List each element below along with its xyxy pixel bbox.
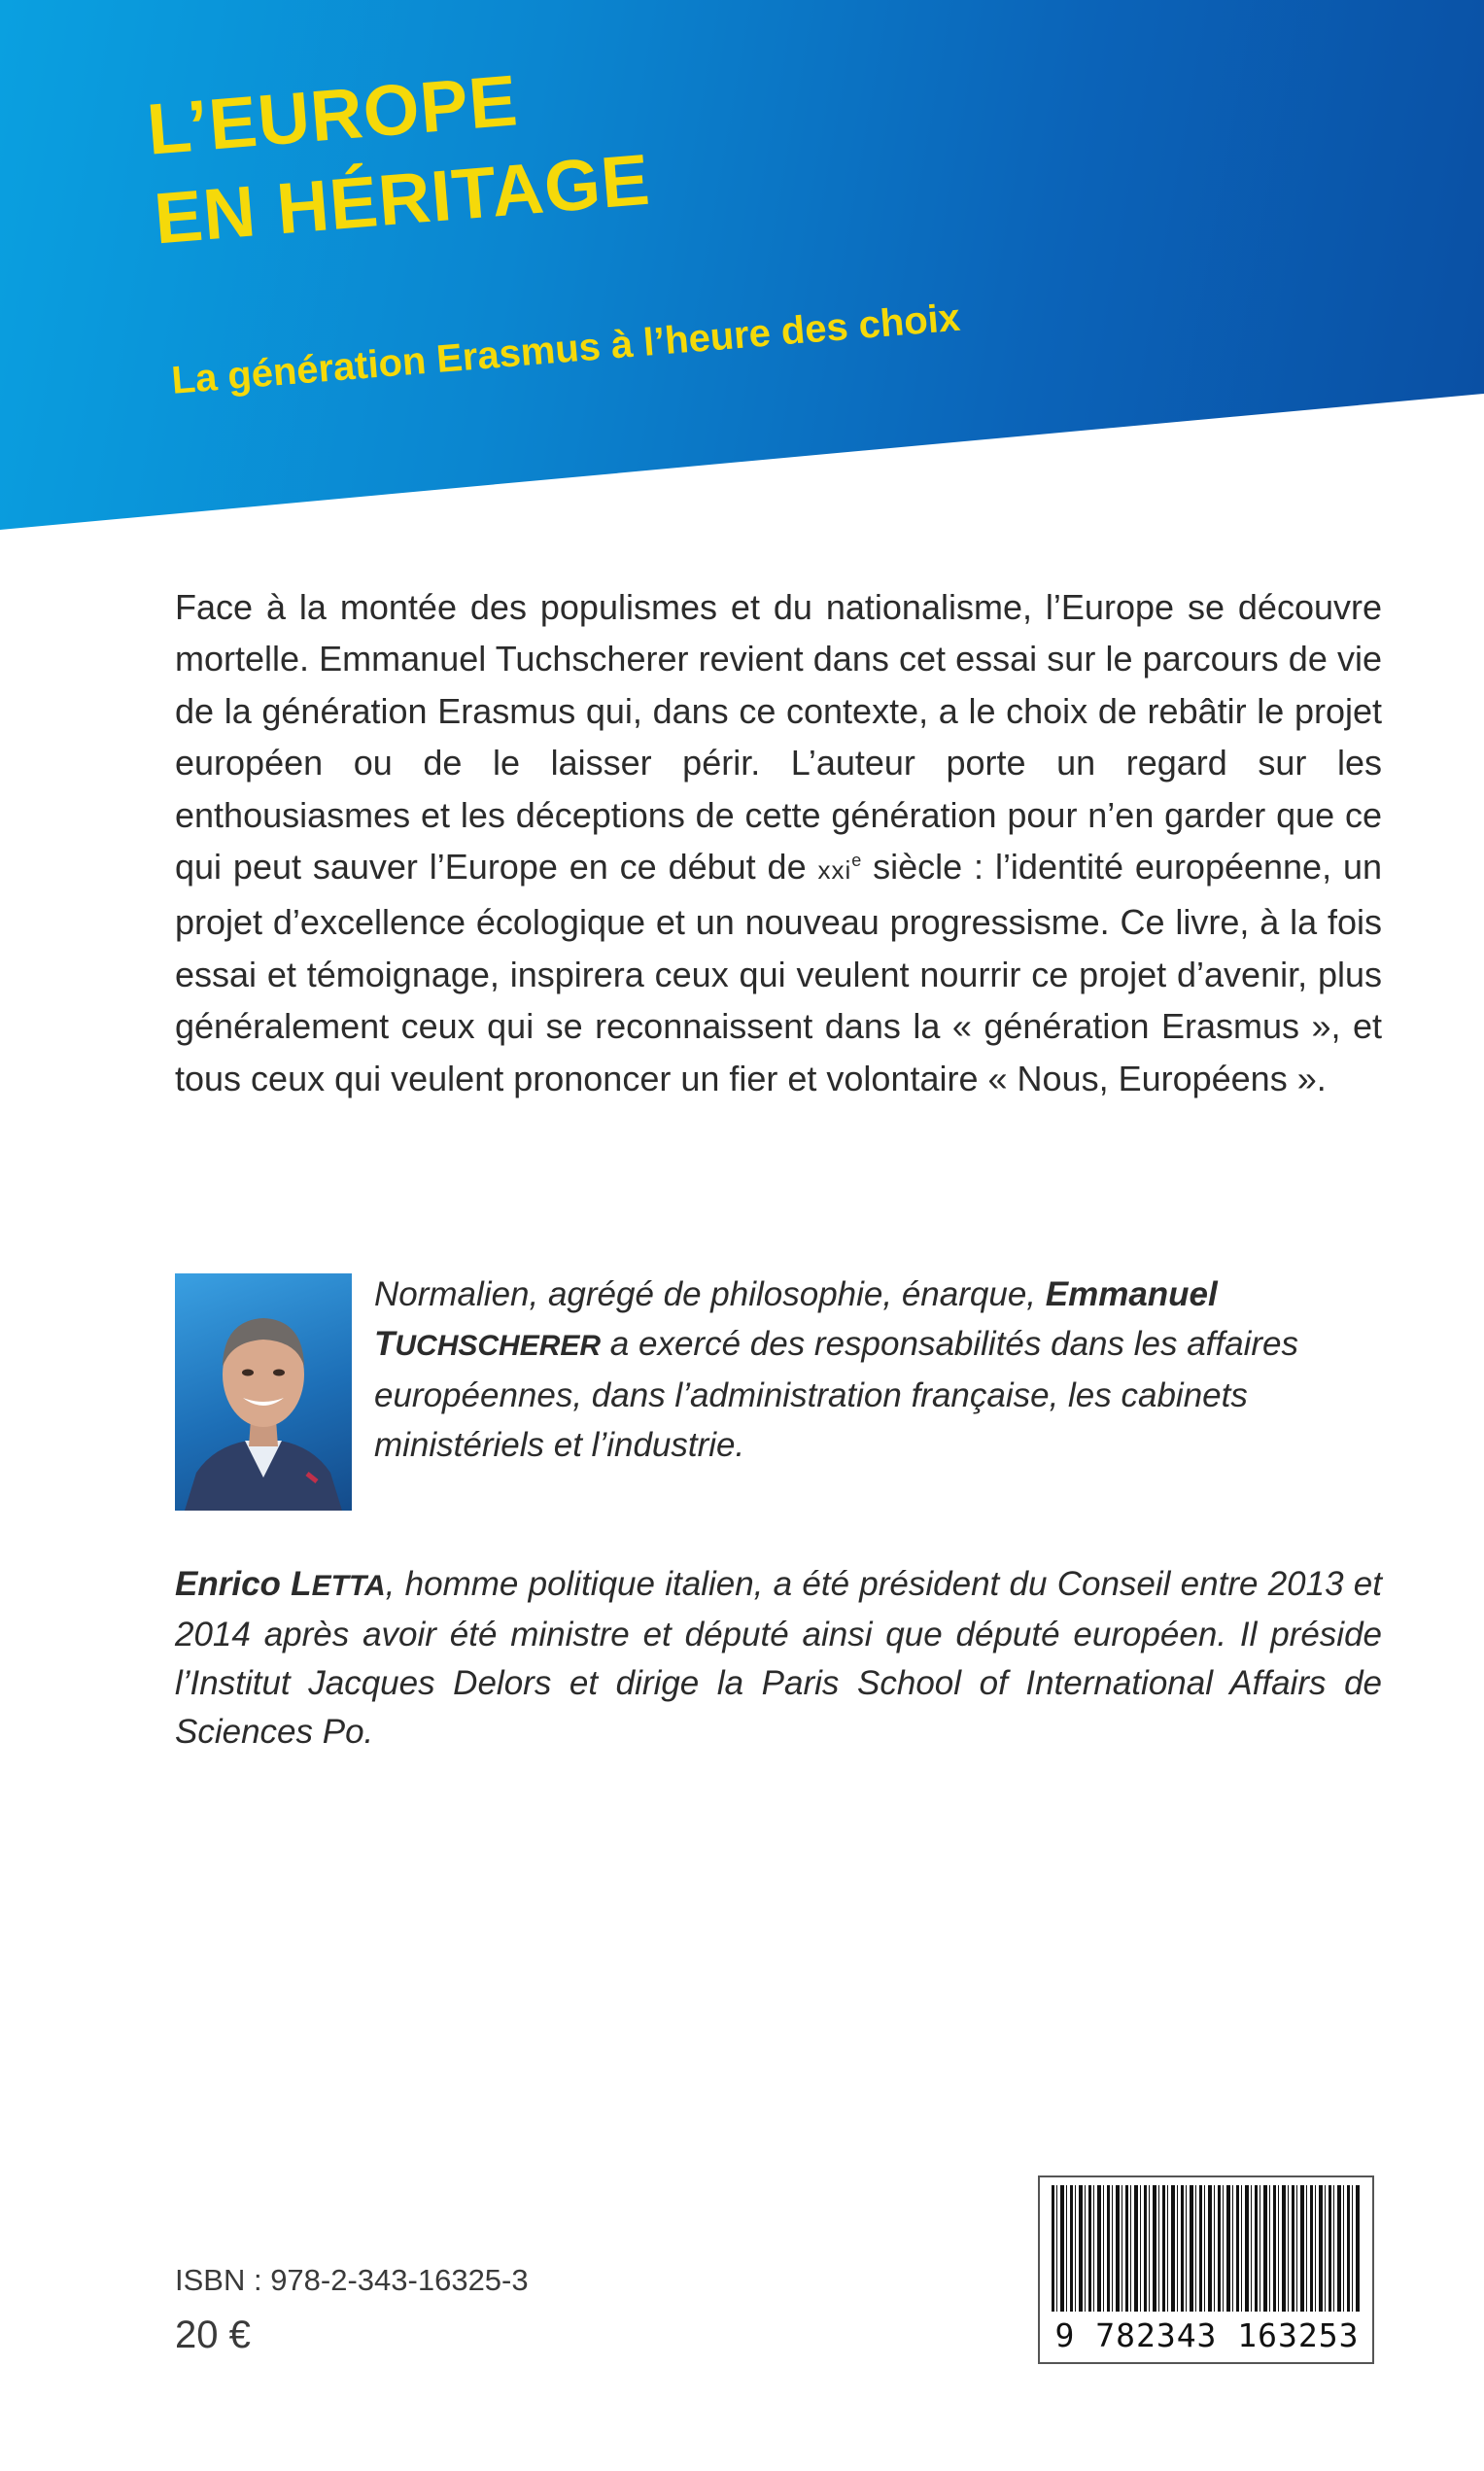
barcode-digits: 9 782343 163253 [1054, 2316, 1360, 2354]
isbn-barcode [1038, 2175, 1374, 2364]
title-line-1: L’EUROPE [144, 59, 521, 170]
author-photo [175, 1273, 352, 1511]
author-bio [374, 1270, 1385, 1470]
preface-last-rest: ETTA [311, 1570, 386, 1602]
barcode-bars [1052, 2185, 1361, 2312]
isbn-text: ISBN : 978-2-343-16325-3 [175, 2263, 529, 2297]
preface-first-name: Enrico [175, 1565, 292, 1603]
preface-last-initial: L [291, 1565, 312, 1603]
book-subtitle: La génération Erasmus à l’heure des choix [170, 296, 962, 402]
back-cover-blurb [175, 581, 1382, 1104]
author-first-name: Emmanuel [1045, 1275, 1218, 1313]
title-line-2: EN HÉRITAGE [151, 138, 653, 260]
author-bio-text: a exercé des responsabilités dans les affaires européennes, dans l’administration française, les cabinets ministériels et l’industrie. [374, 1325, 1298, 1464]
price-text: 20 € [175, 2314, 251, 2356]
preface-author-bio [175, 1560, 1382, 1757]
preface-author-name [175, 1565, 386, 1603]
author-last-rest: UCHSCHERER [395, 1330, 602, 1362]
preface-bio-text: , homme politique italien, a été président du Conseil entre 2013 et 2014 après avoir été ministre et député ainsi que député européen. Il préside l’Institut Jacques Delors et dirige la Paris School of International Affairs de Sciences Po. [175, 1565, 1383, 1751]
author-bio-intro: Normalien, agrégé de philosophie, énarque, [374, 1275, 1046, 1313]
blurb-part-1: Face à la montée des populismes et du nationalisme, l’Europe se découvre mortelle. Emmanuel Tuchscherer revient dans cet essai sur le parcours de vie de la génération Erasmus qui, dans ce contexte, a le choix de rebâtir le projet européen ou de le laisser périr. L’auteur porte un regard sur les enthousiasmes et les déceptions de cette génération pour n’en garder que ce qui peut sauver l’Europe en ce début de [175, 587, 1382, 887]
blurb-century: xxi [817, 855, 852, 886]
blurb-century-suffix: e [851, 851, 862, 871]
author-last-initial: T [374, 1325, 396, 1363]
blurb-part-2: siècle : l’identité européenne, un projet d’excellence écologique et un nouveau progressisme. Ce livre, à la fois essai et témoignage, inspirera ceux qui veulent nourrir ce projet d’avenir, plus généralement ceux qui se reconnaissent dans la « génération Erasmus », et tous ceux qui veulent prononcer un fier et volontaire « Nous, Européens ». [175, 847, 1383, 1098]
author-portrait-illustration [175, 1273, 352, 1511]
